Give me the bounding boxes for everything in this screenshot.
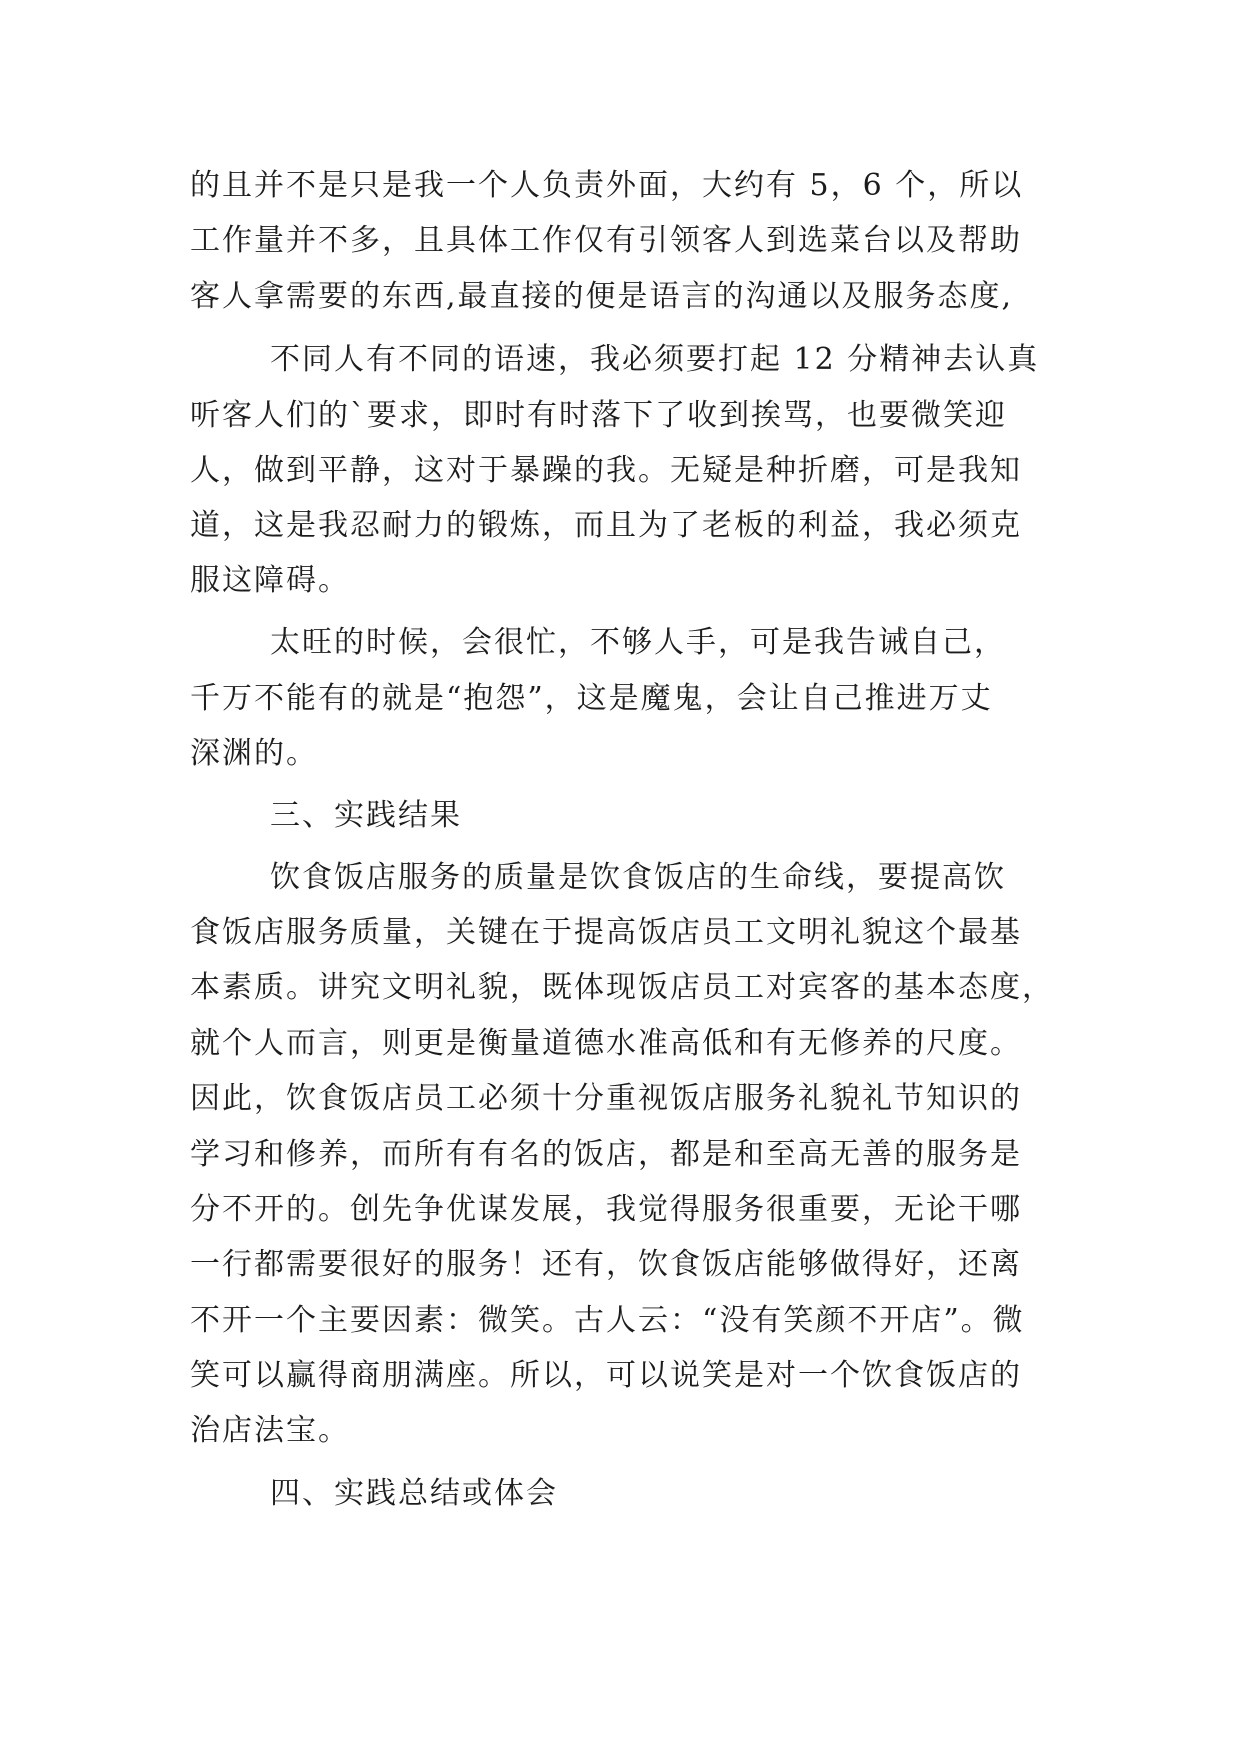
paragraph-line: 服这障碍。 <box>190 563 350 598</box>
paragraph-line: 人，做到平静，这对于暴躁的我。无疑是种折磨，可是我知 <box>190 453 1022 488</box>
paragraph-line: 千万不能有的就是“抱怨”，这是魔鬼，会让自己推进万丈 <box>190 681 993 716</box>
paragraph-line: 治店法宝。 <box>190 1413 350 1448</box>
paragraph-line: 深渊的。 <box>190 736 318 771</box>
paragraph-line: 笑可以赢得商朋满座。所以，可以说笑是对一个饮食饭店的 <box>190 1358 1022 1393</box>
paragraph-line: 饮食饭店服务的质量是饮食饭店的生命线，要提高饮 <box>270 860 1006 895</box>
paragraph-line: 的且并不是只是我一个人负责外面，大约有 5，6 个，所以 <box>190 168 1024 203</box>
paragraph-line: 道，这是我忍耐力的锻炼，而且为了老板的利益，我必须克 <box>190 508 1022 543</box>
paragraph-line: 工作量并不多，且具体工作仅有引领客人到选菜台以及帮助 <box>190 223 1022 258</box>
paragraph-line: 听客人们的`要求，即时有时落下了收到挨骂，也要微笑迎 <box>190 398 1007 433</box>
section-heading: 三、实践结果 <box>270 798 462 833</box>
paragraph-line: 学习和修养，而所有有名的饭店，都是和至高无善的服务是 <box>190 1137 1022 1172</box>
paragraph-line: 一行都需要很好的服务！还有，饮食饭店能够做得好，还离 <box>190 1247 1022 1282</box>
section-heading: 四、实践总结或体会 <box>270 1476 558 1511</box>
paragraph-line: 本素质。讲究文明礼貌，既体现饭店员工对宾客的基本态度， <box>190 970 1054 1005</box>
paragraph-line: 客人拿需要的东西,最直接的便是语言的沟通以及服务态度, <box>190 279 1014 314</box>
paragraph-line: 不开一个主要因素：微笑。古人云：“没有笑颜不开店”。微 <box>190 1303 1025 1338</box>
paragraph-line: 食饭店服务质量，关键在于提高饭店员工文明礼貌这个最基 <box>190 915 1022 950</box>
paragraph-line: 就个人而言，则更是衡量道德水准高低和有无修养的尺度。 <box>190 1026 1022 1061</box>
paragraph-line: 分不开的。创先争优谋发展，我觉得服务很重要，无论干哪 <box>190 1192 1022 1227</box>
paragraph-line: 不同人有不同的语速，我必须要打起 12 分精神去认真 <box>270 342 1040 377</box>
paragraph-line: 因此，饮食饭店员工必须十分重视饭店服务礼貌礼节知识的 <box>190 1081 1022 1116</box>
paragraph-line: 太旺的时候，会很忙，不够人手，可是我告诫自己， <box>270 625 1006 660</box>
